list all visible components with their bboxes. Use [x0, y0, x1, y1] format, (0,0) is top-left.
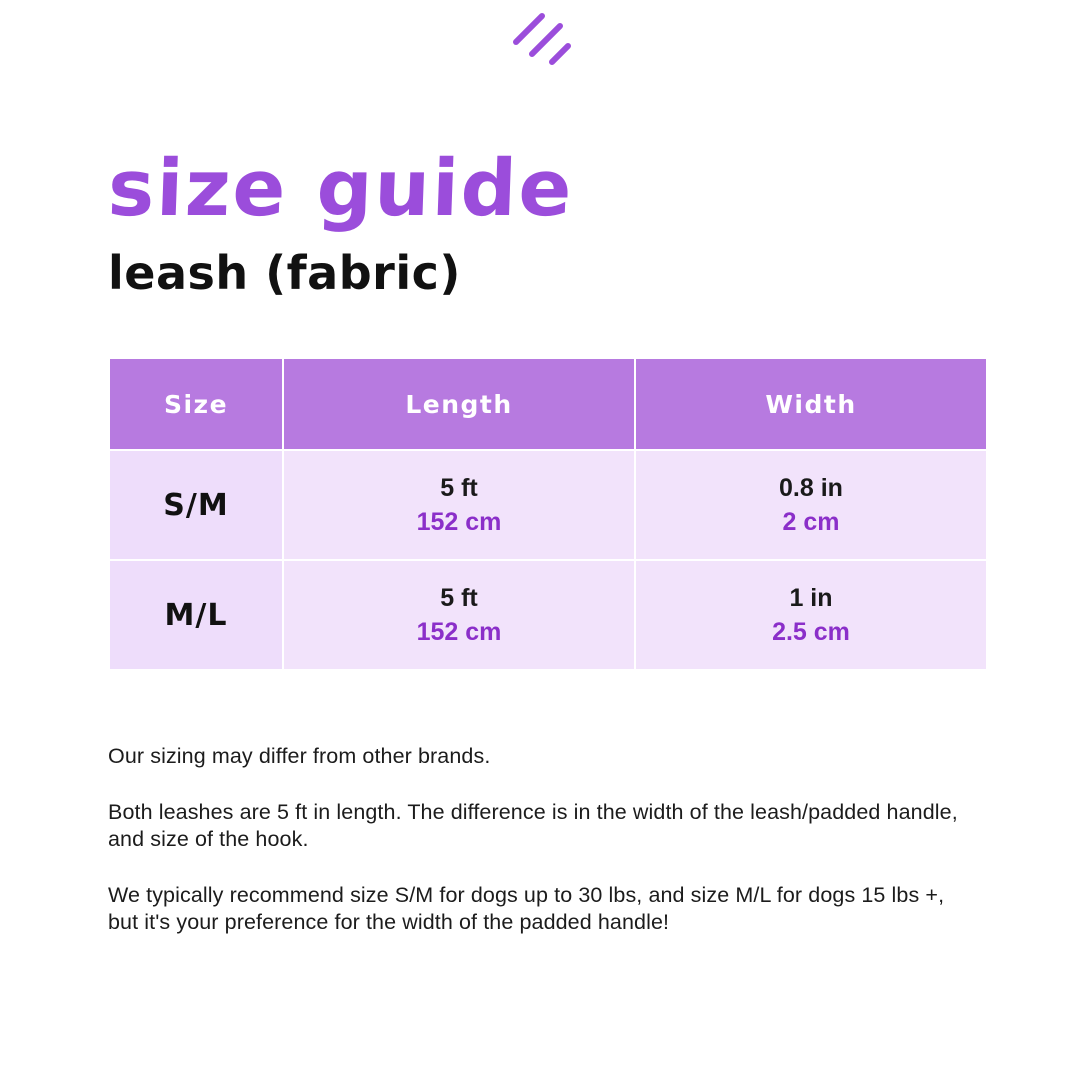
page-subtitle: leash (fabric): [108, 246, 461, 300]
cell-size: M/L: [110, 561, 282, 669]
note-paragraph: Our sizing may differ from other brands.: [108, 744, 491, 768]
width-metric: 2 cm: [782, 507, 840, 536]
length-imperial: 5 ft: [440, 474, 478, 503]
cell-length: [284, 451, 634, 559]
table-row: [110, 561, 986, 669]
header: [106, 0, 972, 300]
column-header-width: Width: [636, 359, 986, 449]
note-paragraph: Both leashes are 5 ft in length. The difference is in the width of the leash/padded handle, and size of the hook.: [108, 799, 958, 852]
table-header-row: [110, 359, 986, 449]
column-header-size: Size: [110, 359, 282, 449]
cell-size: S/M: [110, 451, 282, 559]
width-metric: 2.5 cm: [772, 617, 850, 646]
length-metric: 152 cm: [416, 617, 502, 646]
length-metric: 152 cm: [416, 507, 502, 536]
notes-section: [108, 743, 968, 937]
length-imperial: 5 ft: [440, 584, 478, 613]
sparkle-icon: [508, 8, 578, 78]
cell-width: [636, 561, 986, 669]
table-row: [110, 451, 986, 559]
cell-width: [636, 451, 986, 559]
cell-length: [284, 561, 634, 669]
size-table: [108, 357, 988, 671]
page-title: size guide: [106, 144, 576, 234]
width-imperial: 1 in: [789, 584, 833, 613]
width-imperial: 0.8 in: [779, 474, 843, 503]
note-paragraph: We typically recommend size S/M for dogs up to 30 lbs, and size M/L for dogs 15 lbs +, but it's your preference for the width of the padded handle!: [108, 882, 945, 935]
column-header-length: Length: [284, 359, 634, 449]
